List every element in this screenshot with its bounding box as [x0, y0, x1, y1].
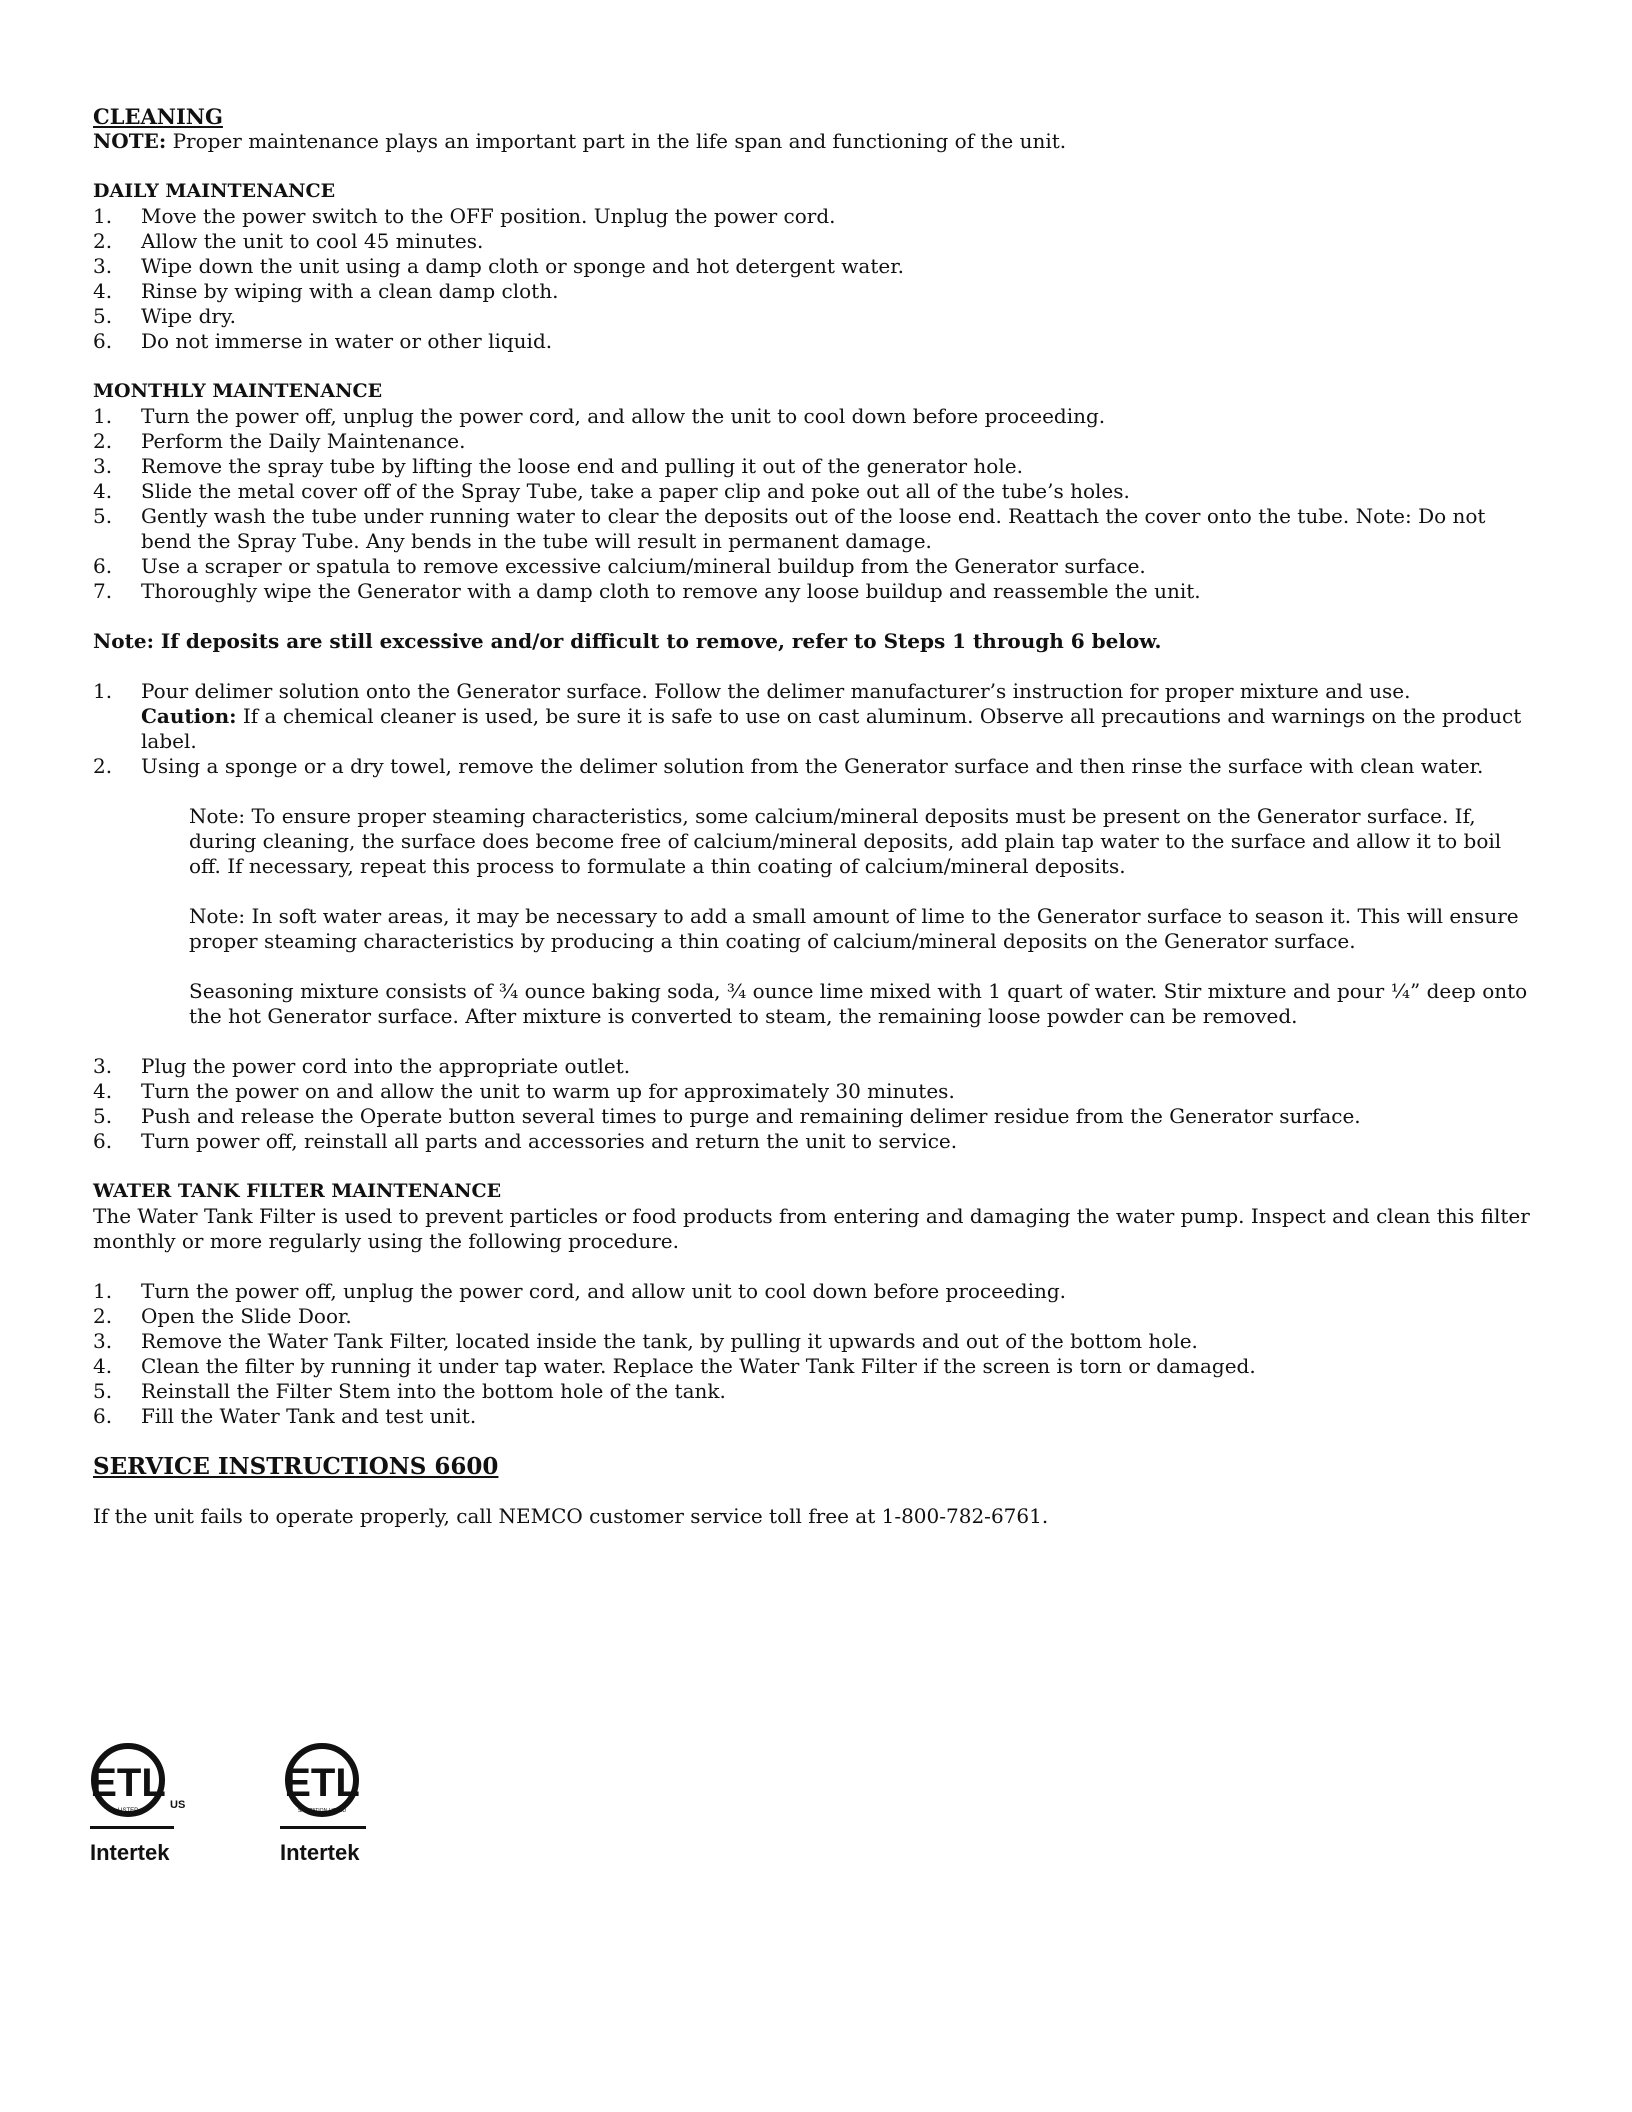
item-text: Turn the power on and allow the unit to warm up for approximately 30 minutes.	[141, 1079, 955, 1103]
list-item	[93, 504, 1533, 554]
seasoning-note: Seasoning mixture consists of ¾ ounce baking soda, ¾ ounce lime mixed with 1 quart of water. Stir mixture and pour ¼” deep onto the hot Generator surface. After mixture is converted to steam, the remaining loose powder can be removed.	[189, 979, 1528, 1028]
filter-heading: WATER TANK FILTER MAINTENANCE	[93, 1180, 502, 1202]
monthly-heading: MONTHLY MAINTENANCE	[93, 380, 383, 402]
item-number: 6.	[93, 1129, 113, 1153]
delime-list-a	[93, 679, 1533, 779]
item-number: 6.	[93, 329, 113, 353]
list-item	[93, 254, 1533, 279]
item-text: Wipe down the unit using a damp cloth or sponge and hot detergent water.	[141, 254, 904, 278]
item-number: 4.	[93, 1354, 113, 1378]
item-number: 2.	[93, 229, 113, 253]
item-text: Open the Slide Door.	[141, 1304, 352, 1328]
item-text: Slide the metal cover off of the Spray Tube, take a paper clip and poke out all of the tube’s holes.	[141, 479, 1130, 503]
list-item	[93, 754, 1533, 779]
cleaning-note	[93, 129, 1533, 154]
daily-heading: DAILY MAINTENANCE	[93, 180, 336, 202]
list-item	[93, 229, 1533, 254]
delime-list-b	[93, 1054, 1533, 1154]
item-text: Wipe dry.	[141, 304, 236, 328]
list-item	[93, 554, 1533, 579]
item-text: Move the power switch to the OFF position. Unplug the power cord.	[141, 204, 836, 228]
list-item	[93, 304, 1533, 329]
item-number: 5.	[93, 1104, 113, 1128]
item-text: Turn power off, reinstall all parts and accessories and return the unit to service.	[141, 1129, 958, 1153]
item-number: 5.	[93, 1379, 113, 1403]
svg-text:US: US	[170, 1799, 186, 1811]
item-number: 5.	[93, 304, 113, 328]
list-item	[93, 1304, 1533, 1329]
item-number: 6.	[93, 554, 113, 578]
list-item	[93, 1329, 1533, 1354]
list-item	[93, 1404, 1533, 1429]
item-number: 3.	[93, 454, 113, 478]
item-text: Pour delimer solution onto the Generator surface. Follow the delimer manufacturer’s instruction for proper mixture and use.	[141, 679, 1411, 703]
item-text: Using a sponge or a dry towel, remove the delimer solution from the Generator surface and then rinse the surface with clean water.	[141, 754, 1484, 778]
item-number: 5.	[93, 504, 113, 528]
list-item	[93, 1079, 1533, 1104]
item-text: Thoroughly wipe the Generator with a damp cloth to remove any loose buildup and reassemble the unit.	[141, 579, 1201, 603]
item-text: Turn the power off, unplug the power cord, and allow unit to cool down before proceeding.	[141, 1279, 1067, 1303]
item-number: 1.	[93, 679, 113, 703]
filter-list	[93, 1279, 1533, 1429]
item-number: 4.	[93, 1079, 113, 1103]
list-item	[93, 1354, 1533, 1379]
list-item	[93, 454, 1533, 479]
list-item	[93, 279, 1533, 304]
soft-water-note: Note: In soft water areas, it may be necessary to add a small amount of lime to the Generator surface to season it. This will ensure proper steaming characteristics by producing a thin coating of calcium/mineral deposits on the Generator surface.	[189, 904, 1519, 953]
daily-list	[93, 204, 1533, 354]
etl-sanitation-logo	[280, 1740, 390, 1880]
list-item	[93, 679, 1533, 754]
item-text: Allow the unit to cool 45 minutes.	[141, 229, 484, 253]
intertek-caption: Intertek	[280, 1840, 360, 1865]
document-content	[93, 104, 1533, 1529]
item-number: 3.	[93, 254, 113, 278]
item-number: 6.	[93, 1404, 113, 1428]
item-text: Perform the Daily Maintenance.	[141, 429, 466, 453]
item-text: Remove the spray tube by lifting the loose end and pulling it out of the generator hole.	[141, 454, 1023, 478]
note-label: NOTE:	[93, 129, 167, 153]
list-item	[93, 1129, 1533, 1154]
etl-listed-icon	[90, 1740, 200, 1840]
item-text: Gently wash the tube under running water to clear the deposits out of the loose end. Reattach the cover onto the tube. Note: Do not bend the Spray Tube. Any bends in the tube will result in permanent damage.	[141, 504, 1486, 553]
svg-text:ETL: ETL	[90, 1761, 166, 1805]
item-text: Reinstall the Filter Stem into the bottom hole of the tank.	[141, 1379, 726, 1403]
service-title: SERVICE INSTRUCTIONS 6600	[93, 1453, 499, 1480]
monthly-list	[93, 404, 1533, 604]
item-number: 1.	[93, 1279, 113, 1303]
item-text: Fill the Water Tank and test unit.	[141, 1404, 477, 1428]
etl-sanitation-icon	[280, 1740, 390, 1840]
item-number: 2.	[93, 754, 113, 778]
item-number: 4.	[93, 279, 113, 303]
cleaning-title: CLEANING	[93, 104, 223, 129]
intertek-caption: Intertek	[90, 1840, 170, 1865]
item-number: 3.	[93, 1329, 113, 1353]
list-item	[93, 479, 1533, 504]
list-item	[93, 1379, 1533, 1404]
item-number: 7.	[93, 579, 113, 603]
item-text: Do not immerse in water or other liquid.	[141, 329, 553, 353]
item-text: Rinse by wiping with a clean damp cloth.	[141, 279, 559, 303]
caution-text: If a chemical cleaner is used, be sure it is safe to use on cast aluminum. Observe all precautions and warnings on the product label.	[141, 704, 1522, 753]
list-item	[93, 1054, 1533, 1079]
item-number: 3.	[93, 1054, 113, 1078]
list-item	[93, 1279, 1533, 1304]
list-item	[93, 404, 1533, 429]
certification-logos	[90, 1740, 410, 1880]
deposits-note: Note: If deposits are still excessive and/or difficult to remove, refer to Steps 1 through 6 below.	[93, 629, 1162, 653]
item-text: Plug the power cord into the appropriate outlet.	[141, 1054, 631, 1078]
note-text: Proper maintenance plays an important part in the life span and functioning of the unit.	[166, 129, 1067, 153]
svg-text:LISTED: LISTED	[117, 1808, 139, 1814]
item-text: Remove the Water Tank Filter, located inside the tank, by pulling it upwards and out of the bottom hole.	[141, 1329, 1198, 1353]
list-item	[93, 579, 1533, 604]
list-item	[93, 204, 1533, 229]
svg-text:SANITATION LISTED: SANITATION LISTED	[297, 1808, 347, 1814]
list-item	[93, 329, 1533, 354]
svg-text:ETL: ETL	[284, 1761, 360, 1805]
item-number: 4.	[93, 479, 113, 503]
steaming-note: Note: To ensure proper steaming characteristics, some calcium/mineral deposits must be present on the Generator surface. If, during cleaning, the surface does become free of calcium/mineral deposits, add plain tap water to the surface and allow it to boil off. If necessary, repeat this process to formulate a thin coating of calcium/mineral deposits.	[189, 804, 1502, 878]
item-text: Turn the power off, unplug the power cord, and allow the unit to cool down before proceeding.	[141, 404, 1106, 428]
list-item	[93, 1104, 1533, 1129]
item-number: 2.	[93, 1304, 113, 1328]
item-number: 2.	[93, 429, 113, 453]
item-text: Use a scraper or spatula to remove excessive calcium/mineral buildup from the Generator surface.	[141, 554, 1146, 578]
filter-intro: The Water Tank Filter is used to prevent particles or food products from entering and damaging the water pump. Inspect and clean this filter monthly or more regularly using the following procedure.	[93, 1204, 1530, 1253]
item-number: 1.	[93, 404, 113, 428]
item-text: Clean the filter by running it under tap water. Replace the Water Tank Filter if the screen is torn or damaged.	[141, 1354, 1256, 1378]
caution-label: Caution:	[141, 704, 237, 728]
item-number: 1.	[93, 204, 113, 228]
list-item	[93, 429, 1533, 454]
service-text: If the unit fails to operate properly, call NEMCO customer service toll free at 1-800-782-6761.	[93, 1504, 1049, 1528]
etl-listed-logo	[90, 1740, 200, 1880]
item-text: Push and release the Operate button several times to purge and remaining delimer residue from the Generator surface.	[141, 1104, 1361, 1128]
